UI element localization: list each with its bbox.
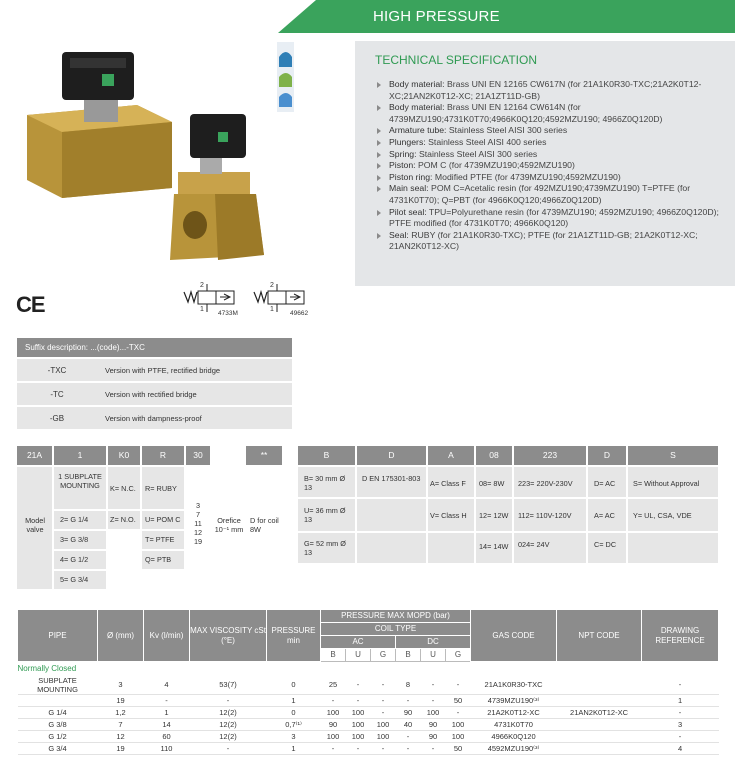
table-cell: 3 bbox=[642, 718, 719, 730]
spec-item bbox=[375, 137, 733, 149]
table-cell: - bbox=[421, 676, 446, 695]
symbol-code: 4733M bbox=[218, 310, 238, 317]
table-cell: 50 bbox=[446, 742, 471, 754]
suffix-code: -TXC bbox=[47, 365, 67, 375]
orifice-value: 3 bbox=[195, 501, 201, 510]
spec-label: Piston: bbox=[389, 160, 416, 171]
table-cell: 100 bbox=[371, 718, 396, 730]
model-label: Model valve bbox=[25, 516, 45, 534]
spec-text: POM C (for 4739MZU190;4592MZU190) bbox=[415, 160, 575, 171]
code-power-option: 08= 8W bbox=[479, 479, 505, 488]
table-cell: 21A2K0T12-XC bbox=[471, 706, 557, 718]
table-cell: 53(7) bbox=[190, 676, 267, 695]
table-cell: - bbox=[642, 676, 719, 695]
table-cell: 60 bbox=[144, 730, 190, 742]
code-header: 08 bbox=[476, 446, 512, 465]
table-cell bbox=[557, 742, 642, 754]
table-cell: 0,7⁽¹⁾ bbox=[267, 718, 321, 730]
table-cell: 21A1K0R30-TXC bbox=[471, 676, 557, 695]
spec-label: Body material: bbox=[389, 79, 445, 89]
code-header: ** bbox=[246, 446, 282, 465]
spec-text: Stainless Steel AISI 400 series bbox=[425, 136, 547, 147]
valve-data-table bbox=[17, 609, 719, 755]
symbol-code: 49662 bbox=[290, 310, 309, 317]
code-voltage-option: 112= 110V-120V bbox=[518, 511, 572, 520]
table-cell: - bbox=[371, 676, 396, 695]
spec-label: Seal: bbox=[389, 229, 409, 240]
table-cell: 19 bbox=[98, 742, 144, 754]
table-cell: SUBPLATE MOUNTING bbox=[18, 676, 98, 695]
table-cell: - bbox=[421, 694, 446, 706]
spec-label: Body material: bbox=[389, 102, 445, 113]
spec-text: Stainless Steel AISI 300 series bbox=[446, 125, 568, 136]
table-cell: - bbox=[190, 742, 267, 754]
code-class-option: A= Class F bbox=[430, 479, 466, 488]
code-seal-option: U= POM C bbox=[145, 515, 181, 524]
table-cell: - bbox=[321, 742, 346, 754]
table-cell bbox=[557, 676, 642, 695]
code-header: 1 bbox=[54, 446, 106, 465]
code-header: S bbox=[628, 446, 718, 465]
table-cell: 4966K0Q120 bbox=[471, 730, 557, 742]
spec-item bbox=[375, 149, 733, 161]
code-pipe-option: 2= G 1/4 bbox=[60, 515, 89, 524]
table-cell: 25 bbox=[321, 676, 346, 695]
code-class-option: V= Class H bbox=[430, 511, 467, 520]
col-header-drawing: DRAWING REFERENCE bbox=[642, 610, 719, 662]
spec-item bbox=[375, 183, 733, 206]
code-header: R bbox=[142, 446, 184, 465]
table-cell: 0 bbox=[267, 706, 321, 718]
table-cell: 4 bbox=[144, 676, 190, 695]
table-cell: 4731K0T70 bbox=[471, 718, 557, 730]
port-label: 2 bbox=[270, 282, 274, 289]
table-cell: 100 bbox=[321, 706, 346, 718]
code-function-option: K= N.C. bbox=[110, 484, 136, 493]
section-label: Normally Closed bbox=[17, 664, 77, 674]
suffix-row bbox=[17, 383, 292, 405]
spec-text: RUBY (for 21A1K0R30-TXC); PTFE (for 21A1ZT11D-GB; 21A2K0T12-XC; 21AN2K0T12-XC) bbox=[389, 229, 698, 252]
table-cell: - bbox=[346, 694, 371, 706]
table-cell: 100 bbox=[446, 718, 471, 730]
spec-label: Plungers: bbox=[389, 136, 426, 147]
table-cell: - bbox=[346, 676, 371, 695]
table-cell: - bbox=[446, 676, 471, 695]
table-cell: 3 bbox=[267, 730, 321, 742]
orifice-value: 11 bbox=[194, 519, 202, 528]
code-power-option: 14= 14W bbox=[479, 542, 509, 551]
suffix-desc: Version with dampness-proof bbox=[105, 413, 202, 423]
code-header: B bbox=[298, 446, 355, 465]
table-cell: 21AN2K0T12-XC bbox=[557, 706, 642, 718]
table-cell: 4739MZU190⁽³⁾ bbox=[471, 694, 557, 706]
table-cell: 100 bbox=[446, 730, 471, 742]
table-row bbox=[18, 718, 719, 730]
table-cell: G 3/8 bbox=[18, 718, 98, 730]
spec-label: Pilot seal: bbox=[389, 206, 427, 217]
table-cell: 40 bbox=[396, 718, 421, 730]
table-cell: - bbox=[144, 694, 190, 706]
port-label: 1 bbox=[200, 306, 204, 313]
table-cell: 100 bbox=[346, 706, 371, 718]
coil-label: D for coil 8W bbox=[250, 516, 279, 534]
table-cell: 4592MZU190⁽³⁾ bbox=[471, 742, 557, 754]
spec-label: Main seal: bbox=[389, 183, 429, 194]
table-cell: 90 bbox=[396, 706, 421, 718]
spec-item bbox=[375, 79, 733, 102]
code-seal-option: Q= PTB bbox=[145, 555, 172, 564]
col-header-kv: Kv (l/min) bbox=[144, 610, 190, 662]
table-cell: 1 bbox=[642, 694, 719, 706]
spec-item bbox=[375, 160, 733, 172]
port-label: 1 bbox=[270, 306, 274, 313]
col-header-dc: DC bbox=[396, 636, 471, 649]
orifice-value: 12 bbox=[193, 528, 203, 537]
valve-image-large bbox=[22, 40, 182, 200]
table-cell: 100 bbox=[371, 730, 396, 742]
col-header-sub: B bbox=[396, 649, 421, 662]
table-cell: G 1/4 bbox=[18, 706, 98, 718]
code-body-option: G= 52 mm Ø 13 bbox=[304, 539, 346, 557]
code-body-option: U= 36 mm Ø 13 bbox=[304, 506, 346, 524]
code-approval-option: Y= UL, CSA, VDE bbox=[633, 511, 692, 520]
table-cell: 1 bbox=[267, 742, 321, 754]
table-cell: 8 bbox=[396, 676, 421, 695]
table-cell: 110 bbox=[144, 742, 190, 754]
table-cell: - bbox=[371, 742, 396, 754]
table-cell: 4 bbox=[642, 742, 719, 754]
spec-text: Brass UNI EN 12165 CW617N (for 21A1K0R30-TXC;21A2K0T12-XC;21AN2K0T12-XC; 21A1ZT11D-GB) bbox=[389, 79, 702, 101]
valve-image-small bbox=[160, 110, 275, 270]
code-seal-option: R= RUBY bbox=[145, 484, 177, 493]
col-header-sub: G bbox=[371, 649, 396, 662]
code-power-option: 12= 12W bbox=[479, 511, 509, 520]
spec-text: Stainless Steel AISI 300 series bbox=[416, 148, 538, 159]
code-header: 223 bbox=[514, 446, 586, 465]
col-header-viscosity: MAX VISCOSITY cSt (°E) bbox=[190, 610, 267, 662]
spec-title: TECHNICAL SPECIFICATION bbox=[375, 53, 538, 67]
code-header: D bbox=[357, 446, 426, 465]
suffix-code: -TC bbox=[50, 389, 64, 399]
code-pipe-option: 4= G 1/2 bbox=[60, 555, 89, 564]
col-header-mopd: PRESSURE MAX MOPD (bar) bbox=[321, 610, 471, 623]
code-header: 21A bbox=[17, 446, 52, 465]
table-cell: G 1/2 bbox=[18, 730, 98, 742]
suffix-table bbox=[17, 338, 292, 429]
orifice-value: 19 bbox=[193, 537, 203, 546]
code-voltage-option: 024= 24V bbox=[518, 540, 550, 549]
table-cell bbox=[557, 718, 642, 730]
code-header: D bbox=[588, 446, 626, 465]
port-label: 2 bbox=[200, 282, 204, 289]
table-cell: 100 bbox=[321, 730, 346, 742]
table-row bbox=[18, 676, 719, 695]
table-cell: 50 bbox=[446, 694, 471, 706]
table-cell: - bbox=[190, 694, 267, 706]
spec-item bbox=[375, 207, 733, 230]
col-header-sub: B bbox=[321, 649, 346, 662]
table-cell: 100 bbox=[421, 706, 446, 718]
col-header-ac: AC bbox=[321, 636, 396, 649]
table-cell: G 3/4 bbox=[18, 742, 98, 754]
table-cell: 90 bbox=[421, 718, 446, 730]
table-cell: - bbox=[371, 706, 396, 718]
spec-label: Piston ring: bbox=[389, 171, 433, 182]
table-row bbox=[18, 694, 719, 706]
table-cell: - bbox=[446, 706, 471, 718]
table-row bbox=[18, 706, 719, 718]
table-cell bbox=[557, 730, 642, 742]
spec-item bbox=[375, 230, 733, 253]
spec-text: Modified PTFE (for 4739MZU190;4592MZU190) bbox=[432, 171, 621, 182]
spec-text: TPU=Polyurethane resin (for 4739MZU190; 4592MZU190; 4966Z0Q120D); PTFE modified (for 4731K0T70; 4966K0Q120) bbox=[389, 206, 719, 229]
table-cell bbox=[557, 694, 642, 706]
col-header-gas-code: GAS CODE bbox=[471, 610, 557, 662]
table-row bbox=[18, 742, 719, 754]
orifice-label: Orefice 10⁻¹ mm bbox=[214, 516, 244, 534]
col-header-coil-type: COIL TYPE bbox=[321, 623, 471, 636]
table-cell: 1 bbox=[267, 694, 321, 706]
table-cell: - bbox=[371, 694, 396, 706]
suffix-row bbox=[17, 407, 292, 429]
table-cell: 90 bbox=[321, 718, 346, 730]
table-cell: 12(2) bbox=[190, 718, 267, 730]
section-title: HIGH PRESSURE bbox=[373, 8, 500, 25]
valve-symbol-1 bbox=[180, 282, 245, 320]
col-header-pressure-min: PRESSURE min bbox=[267, 610, 321, 662]
table-cell: 1 bbox=[144, 706, 190, 718]
table-cell: - bbox=[396, 730, 421, 742]
suffix-code: -GB bbox=[49, 413, 65, 423]
spec-text: Brass UNI EN 12164 CW614N (for 4739MZU190;4731K0T70;4966K0Q120;4592MZU190; 4966Z0Q120D) bbox=[389, 102, 663, 124]
code-header: K0 bbox=[108, 446, 140, 465]
col-header-pipe: PIPE bbox=[18, 610, 98, 662]
spec-item bbox=[375, 102, 733, 125]
table-cell: 90 bbox=[421, 730, 446, 742]
technical-spec-panel bbox=[355, 41, 735, 286]
table-cell: 7 bbox=[98, 718, 144, 730]
suffix-header: Suffix description: ...(code)...-TXC bbox=[17, 338, 292, 357]
code-body-option: B= 30 mm Ø 13 bbox=[304, 474, 346, 492]
table-cell: 0 bbox=[267, 676, 321, 695]
col-header-diameter: Ø (mm) bbox=[98, 610, 144, 662]
spec-item bbox=[375, 125, 733, 137]
table-cell: 12(2) bbox=[190, 730, 267, 742]
table-cell: 3 bbox=[98, 676, 144, 695]
header-shape bbox=[278, 0, 735, 33]
table-cell: 1,2 bbox=[98, 706, 144, 718]
table-cell: - bbox=[346, 742, 371, 754]
code-approval-option: S= Without Approval bbox=[633, 479, 700, 488]
suffix-desc: Version with rectified bridge bbox=[105, 389, 197, 399]
code-pipe-option: 1 SUBPLATE MOUNTING bbox=[58, 472, 102, 490]
valve-symbol-2 bbox=[250, 282, 315, 320]
ce-mark: CE bbox=[16, 292, 45, 317]
spec-label: Armature tube: bbox=[389, 125, 447, 136]
table-cell: - bbox=[396, 694, 421, 706]
code-pipe-option: 5= G 3/4 bbox=[60, 575, 89, 584]
code-function-option: Z= N.O. bbox=[110, 515, 136, 524]
code-connector-option: D EN 175301-803 bbox=[362, 474, 421, 483]
col-header-npt-code: NPT CODE bbox=[557, 610, 642, 662]
table-cell: 14 bbox=[144, 718, 190, 730]
col-header-sub: U bbox=[346, 649, 371, 662]
code-voltage-option: 223= 220V-230V bbox=[518, 479, 573, 488]
suffix-desc: Version with PTFE, rectified bridge bbox=[105, 365, 221, 375]
section-header bbox=[278, 0, 735, 33]
table-cell: - bbox=[642, 706, 719, 718]
table-cell: - bbox=[642, 730, 719, 742]
table-cell: - bbox=[321, 694, 346, 706]
code-header: 30 bbox=[186, 446, 210, 465]
table-cell: - bbox=[421, 742, 446, 754]
spec-item bbox=[375, 172, 733, 184]
col-header-sub: G bbox=[446, 649, 471, 662]
table-cell: 19 bbox=[98, 694, 144, 706]
suffix-row bbox=[17, 359, 292, 381]
code-pipe-option: 3= G 3/8 bbox=[60, 535, 89, 544]
spec-list bbox=[375, 79, 733, 253]
table-cell: 12(2) bbox=[190, 706, 267, 718]
table-cell: 100 bbox=[346, 730, 371, 742]
orifice-value: 7 bbox=[195, 510, 201, 519]
code-current-option: C= DC bbox=[594, 540, 617, 549]
spec-label: Spring: bbox=[389, 148, 417, 159]
spec-text: POM C=Acetalic resin (for 492MZU190;4739MZU190) T=PTFE (for 4731K0T70); Q=PBT (for 4966K0Q120;4966Z0Q120D) bbox=[389, 183, 691, 205]
table-row bbox=[18, 730, 719, 742]
code-current-option: A= AC bbox=[594, 511, 615, 520]
table-cell: 12 bbox=[98, 730, 144, 742]
table-cell: 100 bbox=[346, 718, 371, 730]
table-cell bbox=[18, 694, 98, 706]
code-seal-option: T= PTFE bbox=[145, 535, 175, 544]
brand-logo bbox=[277, 42, 294, 112]
col-header-sub: U bbox=[421, 649, 446, 662]
code-current-option: D= AC bbox=[594, 479, 616, 488]
code-header: A bbox=[428, 446, 474, 465]
table-cell: - bbox=[396, 742, 421, 754]
